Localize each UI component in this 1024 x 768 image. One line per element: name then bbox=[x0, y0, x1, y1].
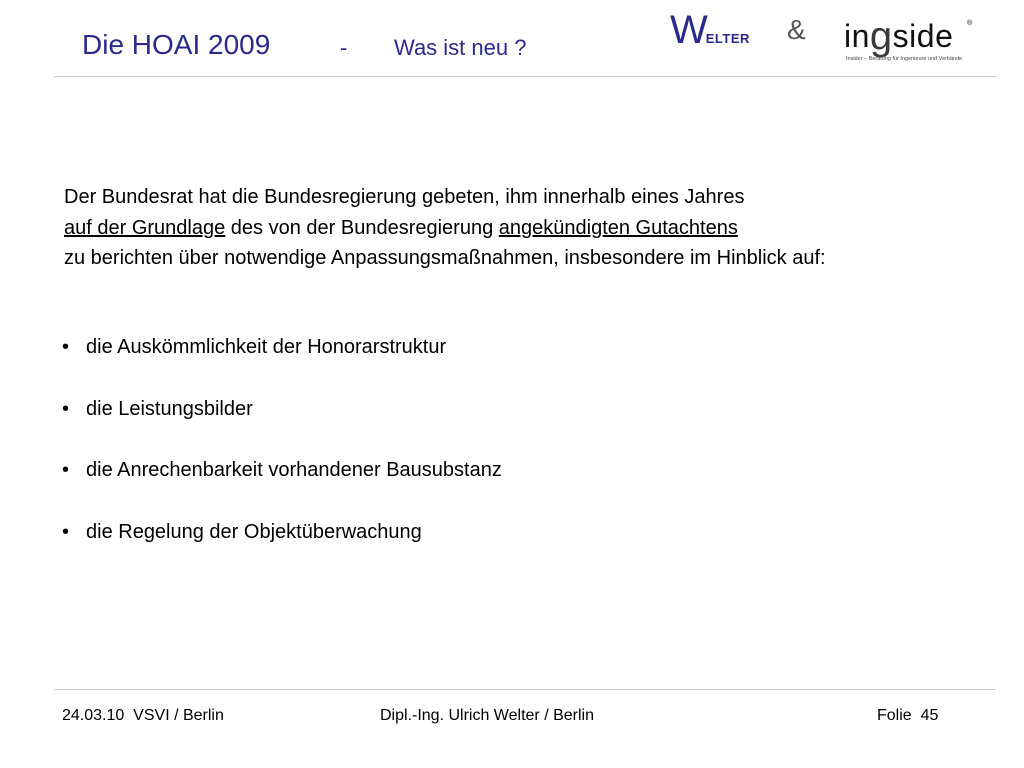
bullet-text: die Anrechenbarkeit vorhandener Bausubstanz bbox=[86, 459, 502, 481]
intro-text-2: des von der Bundesregierung bbox=[230, 216, 494, 239]
intro-text-1: Der Bundesrat hat die Bundesregierung gebeten, ihm innerhalb eines Jahres bbox=[64, 186, 745, 208]
footer-date-event: 24.03.10 VSVI / Berlin bbox=[62, 707, 224, 724]
title-separator: - bbox=[340, 35, 348, 60]
intro-text-3: zu berichten über notwendige Anpassungsmaßnahmen, insbesondere im Hinblick auf: bbox=[64, 247, 826, 269]
title-main: Die HOAI 2009 bbox=[82, 29, 271, 60]
ingside-logo-suffix: side bbox=[892, 18, 954, 54]
bullet-text: die Leistungsbilder bbox=[86, 397, 253, 420]
footer-slide-number: Folie 45 bbox=[877, 707, 939, 724]
intro-underlined-1: auf der Grundlage bbox=[64, 216, 226, 239]
bullet-item bbox=[62, 336, 502, 366]
ingside-logo-wordmark bbox=[844, 12, 974, 57]
bullet-text: die Auskömmlichkeit der Honorarstruktur bbox=[86, 336, 447, 358]
bullet-dot: • bbox=[62, 459, 70, 481]
intro-underlined-2: angekündigten Gutachtens bbox=[498, 216, 738, 239]
intro-paragraph bbox=[64, 182, 944, 274]
welter-logo-rest: ELTER bbox=[705, 31, 750, 46]
bullet-dot: • bbox=[62, 336, 70, 358]
welter-logo bbox=[670, 10, 750, 50]
logo-ampersand: & bbox=[787, 14, 806, 45]
footer-divider bbox=[54, 689, 996, 690]
ingside-logo-g: g bbox=[869, 14, 893, 58]
welter-logo-initial: W bbox=[670, 8, 708, 52]
bullet-item bbox=[62, 521, 502, 551]
ingside-logo-prefix: in bbox=[844, 18, 870, 54]
footer-author: Dipl.-Ing. Ulrich Welter / Berlin bbox=[380, 707, 594, 724]
registered-mark: ® bbox=[967, 20, 973, 27]
ingside-logo-tagline: Insider – Beratung für Ingenieure und Verbände bbox=[846, 56, 963, 62]
title-subtitle: Was ist neu ? bbox=[394, 35, 527, 60]
bullet-text: die Regelung der Objektüberwachung bbox=[86, 520, 422, 543]
slide-title bbox=[82, 29, 527, 61]
bullet-item bbox=[62, 398, 502, 428]
bullet-item bbox=[62, 459, 502, 489]
bullet-dot: • bbox=[62, 397, 70, 420]
bullet-dot: • bbox=[62, 520, 70, 543]
ingside-logo bbox=[844, 12, 974, 68]
header-divider bbox=[54, 76, 996, 77]
bullet-list bbox=[62, 336, 502, 582]
